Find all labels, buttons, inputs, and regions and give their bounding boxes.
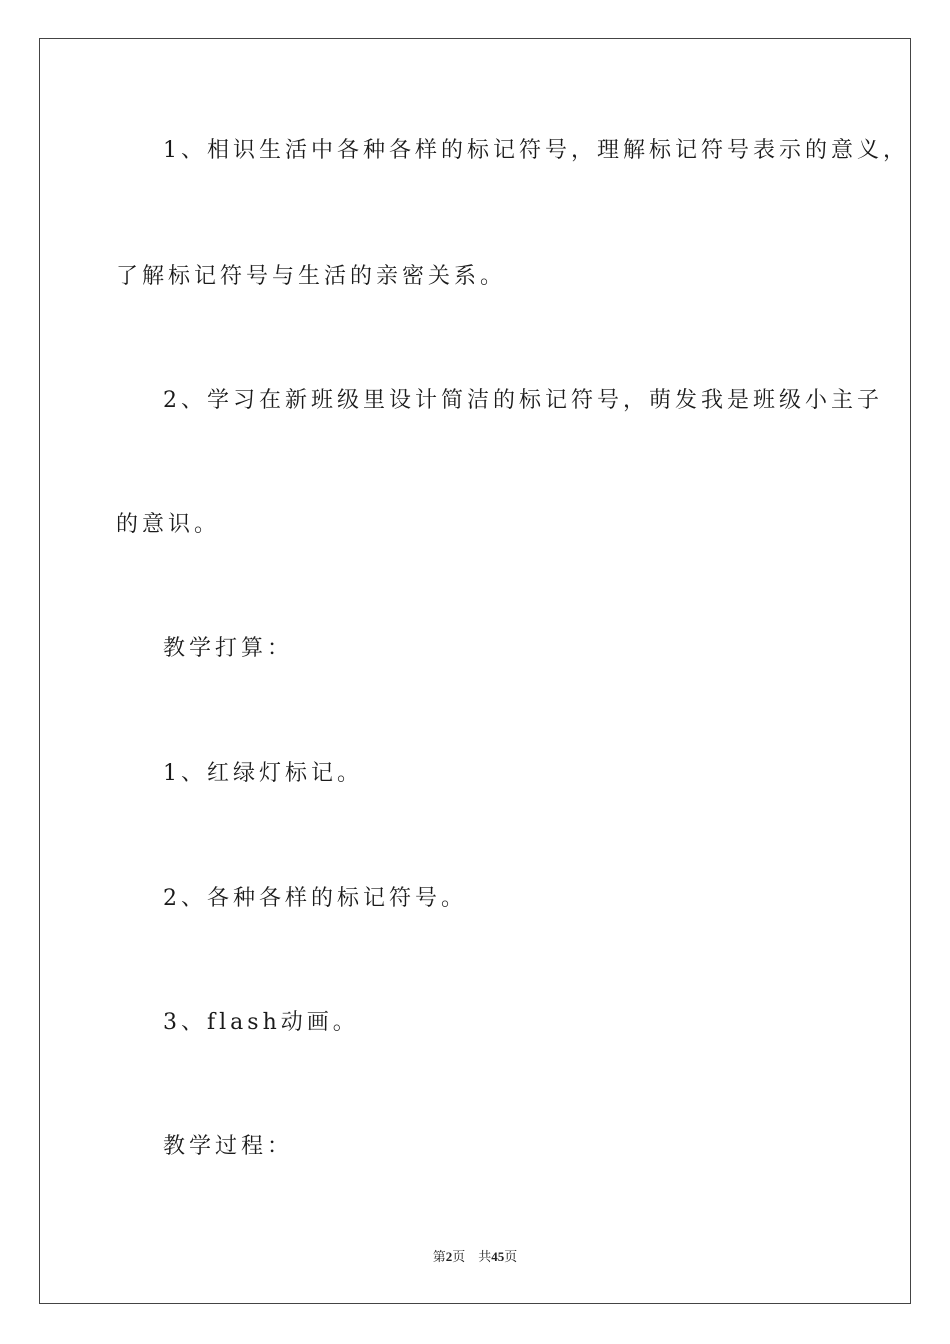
list-item-2: 2、各种各样的标记符号。 (163, 886, 467, 911)
page-border (39, 38, 911, 1304)
footer-page-prefix: 第 (432, 1249, 446, 1264)
paragraph-line-2: 了解标记符号与生活的亲密关系。 (116, 264, 507, 289)
footer-page-suffix: 页 (452, 1249, 466, 1264)
list-item-1: 1、红绿灯标记。 (163, 761, 363, 786)
section-heading-process: 教学过程： (163, 1134, 294, 1159)
paragraph-line-3: 2、学习在新班级里设计简洁的标记符号，萌发我是班级小主子 (163, 388, 883, 413)
footer-total-prefix: 共 (478, 1249, 492, 1264)
section-heading-preparation: 教学打算： (163, 636, 294, 661)
footer-total-pages: 45 (491, 1249, 505, 1264)
paragraph-line-1: 1、相识生活中各种各样的标记符号，理解标记符号表示的意义， (163, 138, 909, 163)
footer-page-number: 2 (445, 1249, 453, 1264)
footer-total-suffix: 页 (504, 1249, 518, 1264)
paragraph-line-4: 的意识。 (116, 512, 221, 537)
list-item-3: 3、flash动画。 (163, 1010, 359, 1035)
page-footer (0, 1246, 950, 1265)
